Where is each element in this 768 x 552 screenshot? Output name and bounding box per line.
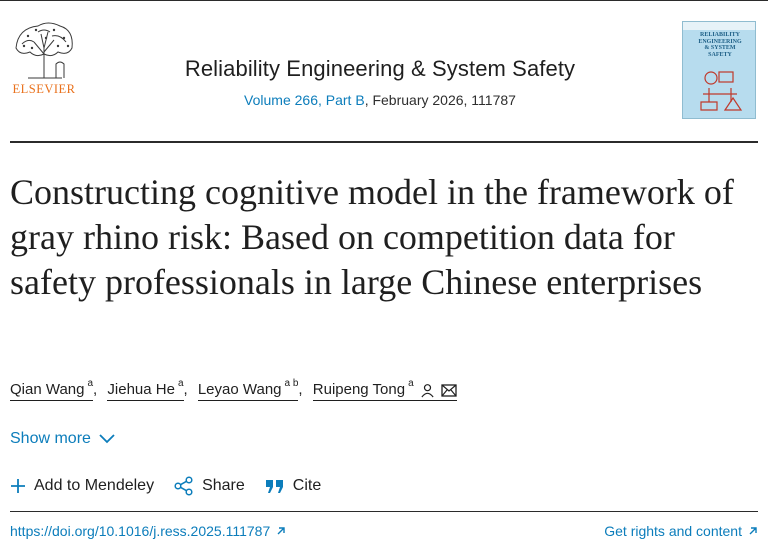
quote-icon	[265, 478, 285, 494]
author-name: Qian Wang	[10, 381, 85, 398]
show-more-button[interactable]	[10, 430, 115, 448]
author-link[interactable]	[107, 378, 184, 401]
add-to-mendeley-button[interactable]	[10, 477, 154, 495]
cover-header-band	[683, 22, 755, 30]
author-name: Jiehua He	[107, 381, 175, 398]
external-arrow-icon	[748, 526, 758, 536]
share-icon	[174, 476, 194, 496]
article-actions	[10, 476, 341, 496]
publisher-name: ELSEVIER	[12, 82, 76, 96]
doi-text: https://doi.org/10.1016/j.ress.2025.111787	[10, 523, 271, 539]
author-link[interactable]	[312, 378, 457, 401]
cover-illustration	[697, 66, 743, 114]
person-icon	[420, 383, 435, 398]
issue-details: , February 2026, 111787	[364, 92, 516, 108]
external-arrow-icon	[276, 526, 286, 536]
author-affiliation: a	[408, 378, 414, 389]
cite-button[interactable]	[265, 477, 321, 495]
mendeley-label: Add to Mendeley	[34, 477, 155, 494]
footer-divider	[10, 511, 758, 512]
doi-link[interactable]	[10, 523, 286, 539]
plus-icon	[10, 478, 26, 494]
show-more-label: Show more	[10, 430, 91, 447]
author-link[interactable]	[197, 378, 299, 401]
author-name: Ruipeng Tong	[312, 381, 406, 398]
header-divider	[10, 141, 758, 143]
issue-link[interactable]: Volume 266, Part B	[244, 92, 365, 108]
rights-text: Get rights and content	[604, 523, 742, 539]
journal-title[interactable]: Reliability Engineering & System Safety	[184, 56, 576, 81]
author-affiliation: a	[87, 378, 94, 389]
author-name: Leyao Wang	[197, 381, 282, 398]
share-button[interactable]	[174, 476, 245, 496]
mail-icon	[441, 384, 457, 397]
article-title: Constructing cognitive model in the framework of gray rhino risk: Based on competition data for safety professionals in large Chinese enterprises	[10, 172, 734, 302]
cite-label: Cite	[292, 477, 322, 494]
author-affiliation: a b	[284, 378, 299, 389]
journal-cover[interactable]	[682, 21, 756, 119]
share-label: Share	[202, 477, 245, 494]
cover-title: RELIABILITY ENGINEERING & SYSTEM SAFETY	[698, 32, 742, 58]
author-link[interactable]	[10, 378, 94, 401]
author-affiliation: a	[177, 378, 184, 389]
journal-issue	[120, 92, 640, 108]
author-list: Qian Wang $^a$, Jiehua He $^a$, Leyao Wang $^{a b}$, Ruipeng Tong $^a$	[10, 381, 457, 399]
rights-link[interactable]	[604, 523, 758, 539]
top-border	[0, 0, 768, 1]
chevron-down-icon	[99, 434, 115, 444]
